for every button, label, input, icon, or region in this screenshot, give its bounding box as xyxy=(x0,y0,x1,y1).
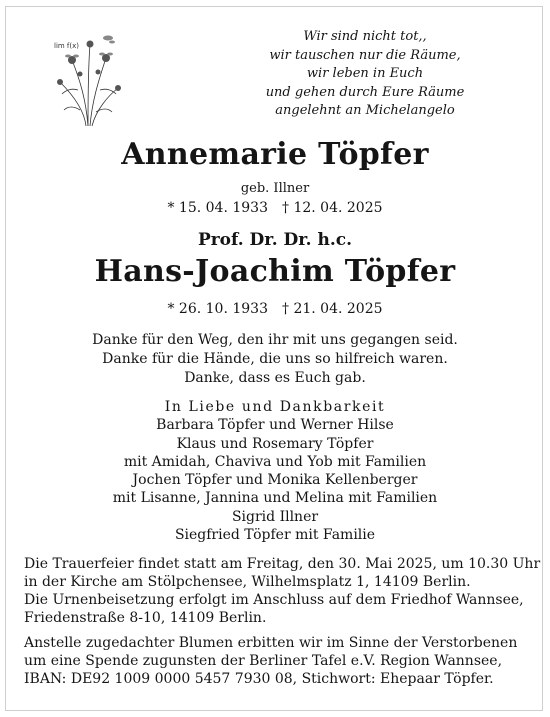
donation-line: um eine Spende zugunsten der Berliner Tafel e.V. Region Wannsee, xyxy=(24,653,503,669)
deceased2-died: † 21. 04. 2025 xyxy=(282,301,383,317)
poem-line: Danke für die Hände, die uns so hilfreich waren. xyxy=(102,351,448,367)
poem-line: Danke, dass es Euch gab. xyxy=(184,370,366,386)
deceased1-name: Annemarie Töpfer xyxy=(121,137,429,172)
deceased2-name: Hans-Joachim Töpfer xyxy=(94,254,456,289)
deceased1-died: † 12. 04. 2025 xyxy=(282,200,383,216)
deceased2-dates xyxy=(0,301,550,317)
brand-mark: lim f(x) xyxy=(54,42,80,50)
donation-info xyxy=(24,634,534,688)
deceased2-born: * 26. 10. 1933 xyxy=(167,301,268,317)
funeral-line: in der Kirche am Stölpchensee, Wilhelmsplatz 1, 14109 Berlin. xyxy=(24,574,471,590)
donation-line: IBAN: DE92 1009 0000 5457 7930 08, Stichwort: Ehepaar Töpfer. xyxy=(24,671,494,687)
funeral-info xyxy=(24,555,541,627)
funeral-line: Friedenstraße 8-10, 14109 Berlin. xyxy=(24,610,267,626)
mourners-heading: In Liebe und Dankbarkeit xyxy=(164,399,386,415)
deceased1-born: * 15. 04. 1933 xyxy=(167,200,268,216)
quote-line: wir tauschen nur die Räume, xyxy=(269,47,461,63)
mourner-line: mit Lisanne, Jannina und Melina mit Familien xyxy=(112,490,438,507)
quote-line: und gehen durch Eure Räume xyxy=(265,84,465,100)
mourner-line: Siegfried Töpfer mit Familie xyxy=(174,527,376,544)
quote-attribution: angelehnt an Michelangelo xyxy=(275,103,455,118)
donation-line: Anstelle zugedachter Blumen erbitten wir im Sinne der Verstorbenen xyxy=(24,635,518,651)
quote xyxy=(250,28,480,121)
quote-line: Wir sind nicht tot,, xyxy=(303,29,427,44)
poem xyxy=(0,331,550,388)
deceased1-birth-name: geb. Illner xyxy=(240,181,310,196)
poem-line: Danke für den Weg, den ihr mit uns gegangen seid. xyxy=(92,332,458,348)
mourner-line: mit Amidah, Chaviva und Yob mit Familien xyxy=(123,453,427,470)
mourners xyxy=(0,398,550,544)
funeral-line: Die Urnenbeisetzung erfolgt im Anschluss auf dem Friedhof Wannsee, xyxy=(24,592,524,608)
mourner-line: Jochen Töpfer und Monika Kellenberger xyxy=(132,472,418,489)
mourner-line: Klaus und Rosemary Töpfer xyxy=(176,435,374,452)
mourner-line: Barbara Töpfer und Werner Hilse xyxy=(156,417,394,434)
deceased2-title: Prof. Dr. Dr. h.c. xyxy=(197,230,353,250)
mourner-line: Sigrid Illner xyxy=(231,508,319,525)
quote-line: wir leben in Euch xyxy=(306,66,424,81)
deceased1-dates xyxy=(0,200,550,216)
funeral-line: Die Trauerfeier findet statt am Freitag, den 30. Mai 2025, um 10.30 Uhr xyxy=(24,556,541,572)
